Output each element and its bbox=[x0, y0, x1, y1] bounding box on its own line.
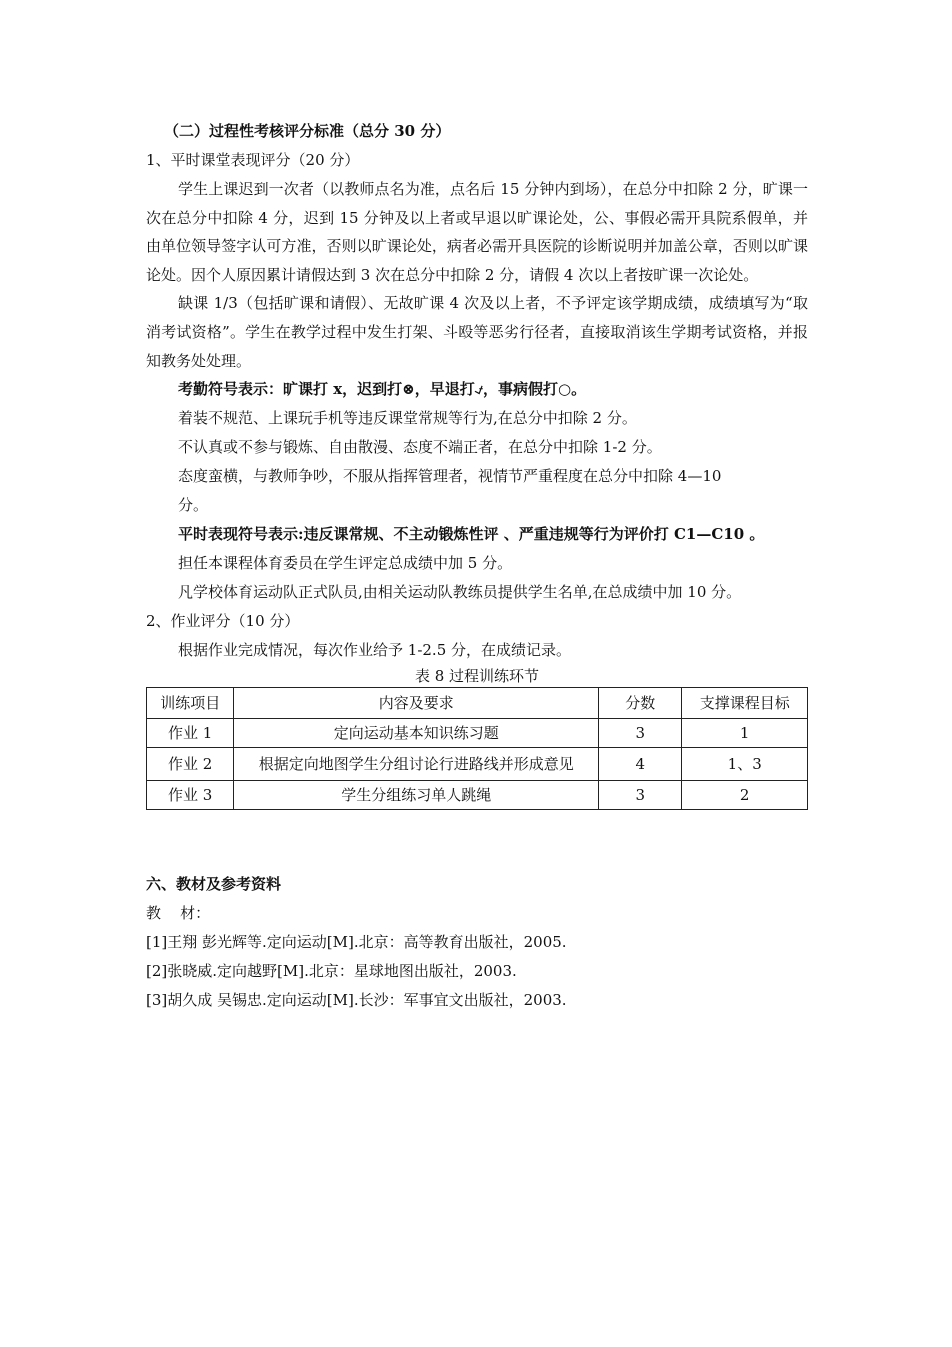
bonus-team: 凡学校体育运动队正式队员,由相关运动队教练员提供学生名单,在总成绩中加 10 分。 bbox=[178, 583, 742, 602]
cell-item: 作业 1 bbox=[147, 719, 234, 748]
cell-content: 定向运动基本知识练习题 bbox=[234, 719, 599, 748]
cell-item: 作业 2 bbox=[147, 748, 234, 781]
cell-score: 4 bbox=[599, 748, 682, 781]
table-header-row bbox=[147, 688, 808, 719]
rule-attitude-cont: 分。 bbox=[178, 496, 209, 515]
part1-title: 1、平时课堂表现评分（20 分） bbox=[146, 151, 360, 169]
cell-goal: 2 bbox=[682, 781, 808, 810]
attendance-symbols: 考勤符号表示：旷课打 x，迟到打⊗，早退打⍻，事病假打○。 bbox=[178, 380, 587, 399]
reference-item: [2]张晓威.定向越野[M].北京：星球地图出版社，2003. bbox=[146, 962, 517, 981]
part2-title: 2、作业评分（10 分） bbox=[146, 612, 300, 631]
performance-symbols: 平时表现符号表示:违反课常规、不主动锻炼性评 、严重违规等行为评价打 C1—C10 。 bbox=[178, 525, 765, 544]
table-caption: 表 8 过程训练环节 bbox=[414, 667, 540, 686]
section-heading-textbooks: 六、教材及参考资料 bbox=[146, 875, 282, 894]
cell-item: 作业 3 bbox=[147, 781, 234, 810]
reference-item: [1]王翔 彭光辉等.定向运动[M].北京：高等教育出版社，2005. bbox=[146, 933, 567, 952]
rule-exercise: 不认真或不参与锻炼、自由散漫、态度不端正者，在总分中扣除 1-2 分。 bbox=[178, 438, 662, 457]
absence-paragraph: 缺课 1/3（包括旷课和请假）、无故旷课 4 次及以上者，不予评定该学期成绩，成绩填写为“取消考试资格”。学生在教学过程中发生打架、斗殴等恶劣行径者，直接取消该生学期考试资格，并报知教务处处理。 bbox=[146, 294, 808, 370]
document-page bbox=[146, 116, 808, 1015]
cell-goal: 1、3 bbox=[682, 748, 808, 781]
cell-score: 3 bbox=[599, 781, 682, 810]
cell-goal: 1 bbox=[682, 719, 808, 748]
header-score: 分数 bbox=[599, 688, 682, 719]
header-content: 内容及要求 bbox=[234, 688, 599, 719]
training-table bbox=[146, 687, 808, 810]
homework-desc: 根据作业完成情况，每次作业给予 1-2.5 分，在成绩记录。 bbox=[178, 641, 572, 660]
reference-item: [3]胡久成 吴锡忠.定向运动[M].长沙：军事宜文出版社，2003. bbox=[146, 991, 567, 1010]
header-goal: 支撑课程目标 bbox=[682, 688, 808, 719]
table-row bbox=[147, 748, 808, 781]
cell-content: 根据定向地图学生分组讨论行进路线并形成意见 bbox=[234, 748, 599, 781]
header-item: 训练项目 bbox=[147, 688, 234, 719]
cell-content: 学生分组练习单人跳绳 bbox=[234, 781, 599, 810]
table-row bbox=[147, 781, 808, 810]
rule-attitude: 态度蛮横，与教师争吵，不服从指挥管理者，视情节严重程度在总分中扣除 4—10 bbox=[178, 467, 722, 486]
cell-score: 3 bbox=[599, 719, 682, 748]
rule-dress: 着装不规范、上课玩手机等违反课堂常规等行为,在总分中扣除 2 分。 bbox=[178, 409, 637, 428]
attendance-paragraph: 学生上课迟到一次者（以教师点名为准，点名后 15 分钟内到场），在总分中扣除 2 分，旷课一次在总分中扣除 4 分，迟到 15 分钟及以上者或早退以旷课论处，公、事假必需开具院系假单，并由单位领导签字认可方准，否则以旷课论处，病者必需开具医院的诊断说明并加盖公章，否则以旷课论处。因个人原因累计请假达到 3 次在总分中扣除 2 分，请假 4 次以上者按旷课一次论处。 bbox=[146, 180, 808, 284]
textbook-label: 教 材： bbox=[146, 904, 211, 923]
table-row bbox=[147, 719, 808, 748]
section-heading-process-assessment: （二）过程性考核评分标准（总分 30 分） bbox=[164, 122, 451, 140]
bonus-committee: 担任本课程体育委员在学生评定总成绩中加 5 分。 bbox=[178, 554, 513, 573]
